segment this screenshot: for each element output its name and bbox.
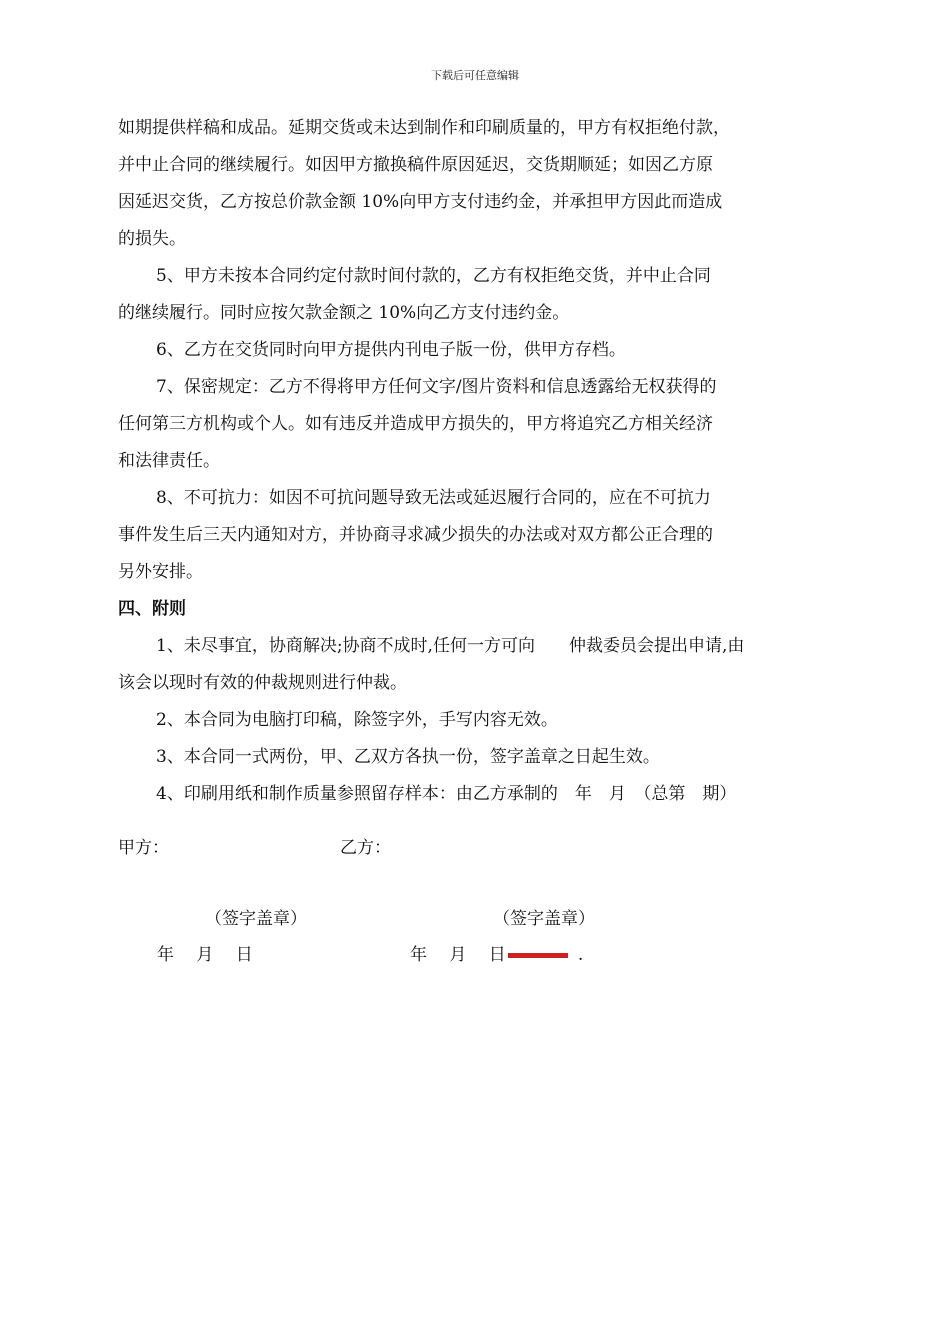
date-a: 年 月 日 xyxy=(157,945,253,965)
clause-8: 8、不可抗力：如因不可抗问题导致无法或延迟履行合同的，应在不可抗力 xyxy=(156,488,711,508)
red-underline-mark xyxy=(508,953,568,958)
contract-body xyxy=(118,110,818,813)
body-line: 的继续履行。同时应按欠款金额之 10%向乙方支付违约金。 xyxy=(118,303,570,323)
body-line: 和法律责任。 xyxy=(118,451,220,471)
body-line: 的损失。 xyxy=(118,229,186,249)
body-line: 事件发生后三天内通知对方，并协商寻求减少损失的办法或对双方都公正合理的 xyxy=(118,525,713,545)
date-b: 年 月 日 xyxy=(410,945,506,965)
appendix-2: 2、本合同为电脑打印稿，除签字外，手写内容无效。 xyxy=(156,710,558,730)
clause-5: 5、甲方未按本合同约定付款时间付款的，乙方有权拒绝交货，并中止合同 xyxy=(156,266,711,286)
trailing-dot: . xyxy=(577,945,584,965)
body-line: 因延迟交货，乙方按总价款金额 10%向甲方支付违约金，并承担甲方因此而造成 xyxy=(118,192,723,212)
body-line: 任何第三方机构或个人。如有违反并造成甲方损失的，甲方将追究乙方相关经济 xyxy=(118,414,713,434)
appendix-4: 4、印刷用纸和制作质量参照留存样本：由乙方承制的 年 月 （总第 期） xyxy=(156,784,737,804)
body-line: 该会以现时有效的仲裁规则进行仲裁。 xyxy=(118,673,407,693)
section-heading: 四、附则 xyxy=(118,599,186,619)
seal-b-label: （签字盖章） xyxy=(493,909,595,929)
clause-6: 6、乙方在交货同时向甲方提供内刊电子版一份，供甲方存档。 xyxy=(156,340,626,360)
page-header: 下载后可任意编辑 xyxy=(431,69,519,82)
body-line: 另外安排。 xyxy=(118,562,203,582)
clause-7: 7、保密规定：乙方不得将甲方任何文字/图片资料和信息透露给无权获得的 xyxy=(156,377,717,397)
body-line: 并中止合同的继续履行。如因甲方撤换稿件原因延迟，交货期顺延；如因乙方原 xyxy=(118,155,713,175)
body-line: 如期提供样稿和成品。延期交货或未达到制作和印刷质量的，甲方有权拒绝付款， xyxy=(118,118,730,138)
seal-a-label: （签字盖章） xyxy=(205,909,307,929)
appendix-1: 1、未尽事宜，协商解决;协商不成时,任何一方可向 仲裁委员会提出申请,由 xyxy=(156,636,745,656)
party-a-label: 甲方： xyxy=(118,838,169,858)
appendix-3: 3、本合同一式两份，甲、乙双方各执一份，签字盖章之日起生效。 xyxy=(156,747,660,767)
date-b-line xyxy=(410,940,583,965)
party-b-label: 乙方： xyxy=(340,838,391,858)
